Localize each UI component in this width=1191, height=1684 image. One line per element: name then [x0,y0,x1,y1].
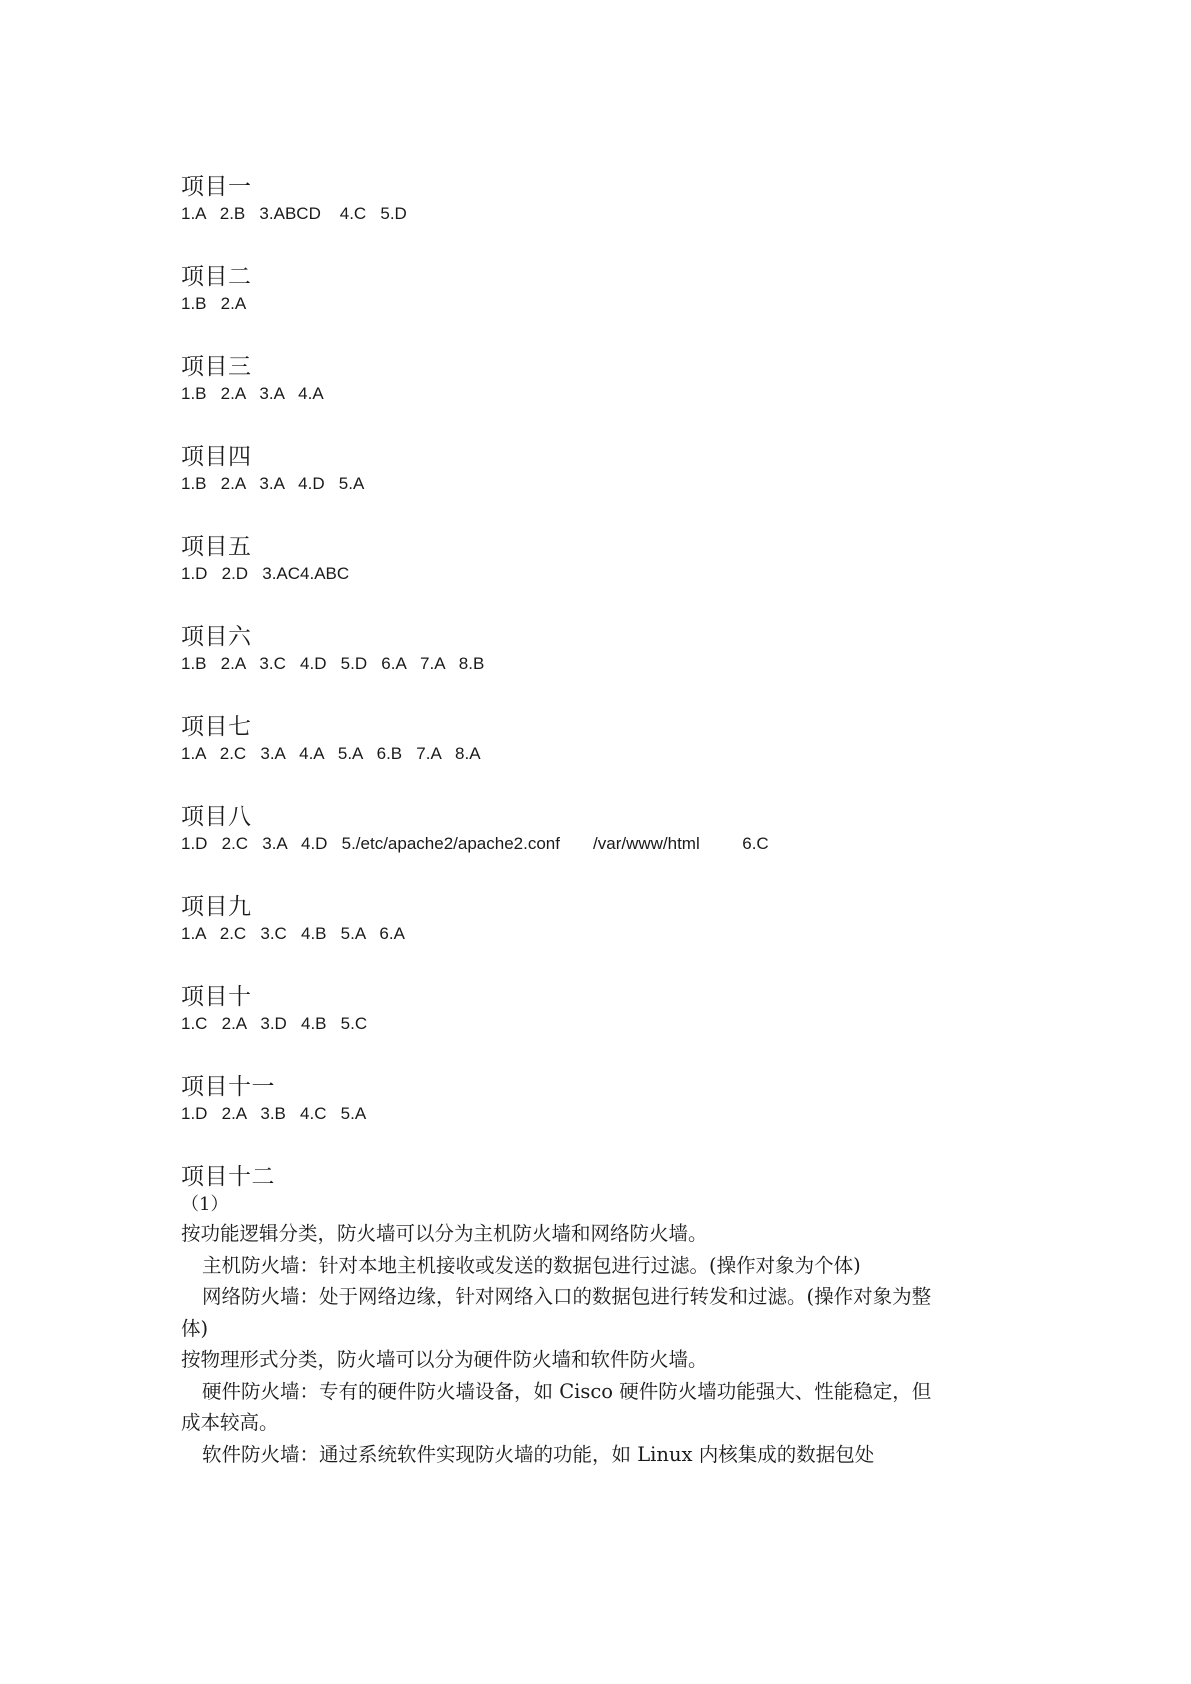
section-11 [181,1072,941,1126]
section-4 [181,442,941,496]
section-1 [181,172,941,226]
section-answers: 1.B 2.A [181,294,247,313]
section-title: 项目十 [181,984,252,1010]
section-9 [181,892,941,946]
section-answers: 1.B 2.A 3.A 4.A [181,384,324,403]
section-2 [181,262,941,316]
paragraph: 按物理形式分类，防火墙可以分为硬件防火墙和软件防火墙。 [181,1348,708,1371]
section-title: 项目二 [181,264,252,290]
section-answers: 1.A 2.C 3.C 4.B 5.A 6.A [181,924,405,943]
section-answers: 1.D 2.C 3.A 4.D 5./etc/apache2/apache2.conf /var/www/html 6.C [181,834,769,853]
sub-question-label: （1） [181,1194,229,1215]
paragraph: 网络防火墙：处于网络边缘，针对网络入口的数据包进行转发和过滤。(操作对象为整体) [181,1285,932,1340]
section-10 [181,982,941,1036]
section-title: 项目三 [181,354,252,380]
section-answers: 1.C 2.A 3.D 4.B 5.C [181,1014,368,1033]
section-title: 项目一 [181,174,252,200]
section-title: 项目六 [181,624,252,650]
section-8 [181,802,941,856]
section-3 [181,352,941,406]
section-title: 项目七 [181,714,252,740]
section-title: 项目八 [181,804,252,830]
section-answers: 1.A 2.B 3.ABCD 4.C 5.D [181,204,407,223]
section-answers: 1.D 2.A 3.B 4.C 5.A [181,1104,367,1123]
section-title: 项目十一 [181,1074,275,1100]
section-title: 项目四 [181,444,252,470]
section-7 [181,712,941,766]
paragraph: 主机防火墙：针对本地主机接收或发送的数据包进行过滤。(操作对象为个体) [202,1253,861,1277]
paragraph: 硬件防火墙：专有的硬件防火墙设备，如 Cisco 硬件防火墙功能强大、性能稳定，但成本较高。 [181,1379,932,1434]
paragraph: 按功能逻辑分类，防火墙可以分为主机防火墙和网络防火墙。 [181,1222,708,1245]
section-title: 项目十二 [181,1164,275,1190]
section-5 [181,532,941,586]
section-title: 项目五 [181,534,252,560]
document-body [181,172,941,1470]
paragraph: 软件防火墙：通过系统软件实现防火墙的功能，如 Linux 内核集成的数据包处 [202,1442,875,1466]
section-title: 项目九 [181,894,252,920]
section-12 [181,1162,941,1470]
section-answers: 1.A 2.C 3.A 4.A 5.A 6.B 7.A 8.A [181,744,481,763]
section-6 [181,622,941,676]
section-answers: 1.B 2.A 3.A 4.D 5.A [181,474,365,493]
section-answers: 1.D 2.D 3.AC4.ABC [181,564,350,583]
section-answers: 1.B 2.A 3.C 4.D 5.D 6.A 7.A 8.B [181,654,485,673]
